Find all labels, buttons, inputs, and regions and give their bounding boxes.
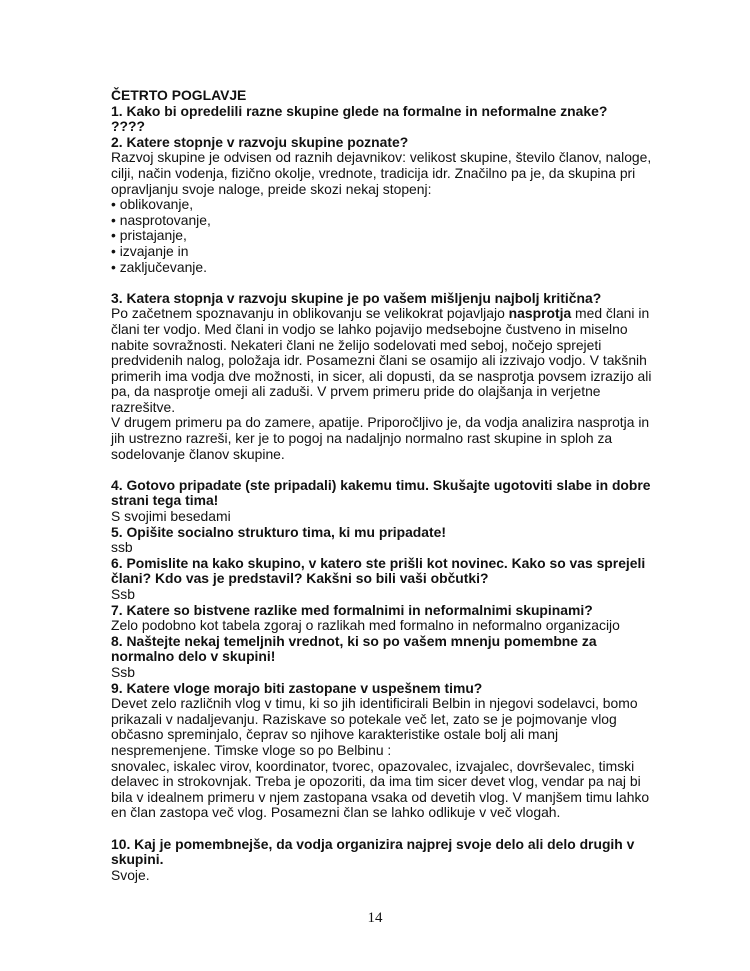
bullet-item: • zaključevanje. xyxy=(111,258,207,275)
answer-9-line: delavec in strokovnjak. Treba je opozoriti, da ima tim sicer devet vlog, vendar pa naj bi xyxy=(111,773,641,790)
question-9: 9. Katere vloge morajo biti zastopane v uspešnem timu? xyxy=(111,679,483,696)
question-6: 6. Pomislite na kako skupino, v katero ste prišli kot novinec. Kako so vas sprejeli xyxy=(111,554,646,571)
answer-9-line: snovalec, iskalec virov, koordinator, tvorec, opazovalec, izvajalec, dovrševalec, timski xyxy=(111,757,635,774)
answer-9-line: en član zastopa več vlog. Posamezni član se lahko odlikuje v več vlogah. xyxy=(111,804,561,821)
answer-7: Zelo podobno kot tabela zgoraj o razlikah med formalno in neformalno organizacijo xyxy=(111,617,620,634)
question-8: normalno delo v skupini! xyxy=(111,648,276,665)
question-10: skupini. xyxy=(111,851,164,868)
answer-3-line: sodelovanje članov skupine. xyxy=(111,445,285,462)
answer-2-line: cilji, način vodenja, fizično okolje, vrednote, tradicija idr. Značilno pa je, da skupina pri xyxy=(111,164,636,181)
answer-8: Ssb xyxy=(111,663,135,680)
question-4: 4. Gotovo pripadate (ste pripadali) kakemu timu. Skušajte ugotoviti slabe in dobre xyxy=(111,476,651,493)
question-8: 8. Naštejte nekaj temeljnih vrednot, ki so po vašem mnenju pomembne za xyxy=(111,632,597,649)
answer-3-line: pa, da nasprotje omeji ali zaduši. V prvem primeru pride do olajšanja in verjetne xyxy=(111,383,601,400)
question-6: člani? Kdo vas je predstavil? Kakšni so bili vaši občutki? xyxy=(111,570,489,587)
page-number: 14 xyxy=(367,910,383,926)
answer-3-line: jih ustrezno razreši, ker je to pogoj na nadaljnjo normalno rast skupine in sploh za xyxy=(111,430,613,447)
answer-5: ssb xyxy=(111,539,133,556)
question-3: 3. Katera stopnja v razvoju skupine je po vašem mišljenju najbolj kritična? xyxy=(111,289,602,306)
text-run: Po začetnem spoznavanju in oblikovanju se velikokrat pojavljajo xyxy=(111,305,509,322)
question-2: 2. Katere stopnje v razvoju skupine poznate? xyxy=(111,133,409,150)
answer-3-line: predvidenih nalog, položaja idr. Posamezni člani se osamijo ali izzivajo vodjo. V takšnih xyxy=(111,352,647,369)
answer-9-line: bila v idealnem primeru v njem zastopana vsaka od devetih vlog. V manjšem timu lahko xyxy=(111,788,650,805)
spacer xyxy=(111,821,651,837)
spacer xyxy=(111,462,651,478)
chapter-title: ČETRTO POGLAVJE xyxy=(111,87,247,103)
spacer xyxy=(111,275,651,291)
bullet-item: • oblikovanje, xyxy=(111,196,194,213)
answer-3-line: V drugem primeru pa do zamere, apatije. Priporočljivo je, da vodja analizira nasprotja in xyxy=(111,414,650,431)
emphasis-nasprotja: nasprotja xyxy=(508,305,572,322)
question-7: 7. Katere so bistvene razlike med formalnimi in neformalnimi skupinami? xyxy=(111,601,593,618)
answer-3-line: nabite sovražnosti. Nekateri člani ne želijo sodelovati med seboj, nočejo sprejeti xyxy=(111,336,602,353)
answer-3-line: razrešitve. xyxy=(111,398,176,415)
answer-3-line: primerih ima vodja dve možnosti, in sicer, ali dopusti, da se nasprotja povsem izrazijo ali xyxy=(111,367,652,384)
answer-2-line: opravljanju svoje naloge, preide skozi nekaj stopenj: xyxy=(111,180,432,197)
question-10: 10. Kaj je pomembnejše, da vodja organizira najprej svoje delo ali delo drugih v xyxy=(111,835,635,852)
answer-2-line: Razvoj skupine je odvisen od raznih dejavnikov: velikost skupine, število članov, naloge, xyxy=(111,149,652,166)
answer-3-line: člani ter vodjo. Med člani in vodjo se lahko pojavijo medsebojne čustveno in miselno xyxy=(111,320,628,337)
answer-9-line: prikazali v nadaljevanju. Raziskave so potekale več let, zato se je pojmovanje vlog xyxy=(111,710,617,727)
text-run: med člani in xyxy=(571,305,650,322)
document-page xyxy=(111,88,651,883)
question-4: strani tega tima! xyxy=(111,492,219,509)
answer-10: Svoje. xyxy=(111,866,150,883)
question-5: 5. Opišite socialno strukturo tima, ki mu pripadate! xyxy=(111,523,446,540)
answer-9-line: občasno spreminjalo, čeprav so njihove karakteristike ostale bolj ali manj xyxy=(111,726,559,743)
answer-4: S svojimi besedami xyxy=(111,508,231,525)
bullet-item: • pristajanje, xyxy=(111,227,187,244)
answer-9-line: Devet zelo različnih vlog v timu, ki so jih identificirali Belbin in njegovi sodelavci, bomo xyxy=(111,695,638,712)
answer-1: ???? xyxy=(111,118,145,135)
bullet-item: • izvajanje in xyxy=(111,242,189,259)
answer-9-line: nespremenjene. Timske vloge so po Belbinu : xyxy=(111,741,392,758)
question-1: 1. Kako bi opredelili razne skupine glede na formalne in neformalne znake? xyxy=(111,102,608,119)
answer-6: Ssb xyxy=(111,586,135,602)
bullet-item: • nasprotovanje, xyxy=(111,211,211,228)
answer-3-line xyxy=(111,306,651,322)
